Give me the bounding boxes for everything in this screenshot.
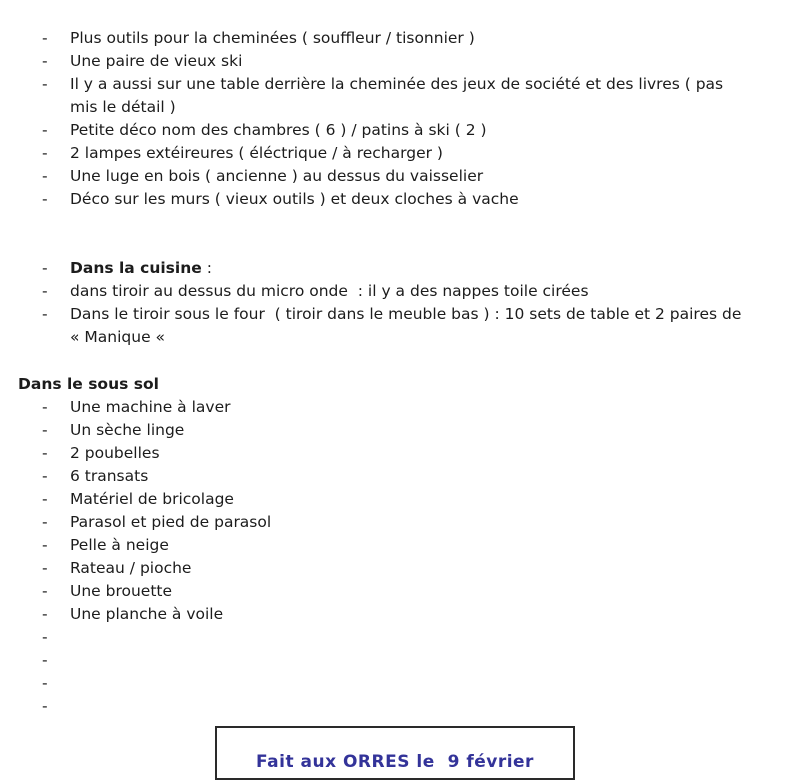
bullet-dash: - <box>42 305 48 323</box>
list-item <box>42 119 800 142</box>
bullet-dash: - <box>42 121 48 139</box>
bullet-dash: - <box>42 282 48 300</box>
bullet-dash: - <box>42 513 48 531</box>
list-item-text: Une planche à voile <box>70 605 224 623</box>
bullet-dash: - <box>42 467 48 485</box>
list-item-text: Une brouette <box>70 582 173 600</box>
bullet-dash: - <box>42 167 48 185</box>
list-item-text <box>70 672 748 695</box>
list-item-text: 2 poubelles <box>70 444 160 462</box>
bullet-dash: - <box>42 605 48 623</box>
list-item <box>42 557 800 580</box>
list-item <box>42 165 800 188</box>
signature-text: Fait aux ORRES le 9 février <box>256 752 534 772</box>
bullet-dash: - <box>42 651 48 669</box>
list-item <box>42 73 800 119</box>
list-item-text: Petite déco nom des chambres ( 6 ) / patins à ski ( 2 ) <box>70 121 487 139</box>
list-item-text: Une paire de vieux ski <box>70 52 243 70</box>
list-item <box>42 396 800 419</box>
list-item-text: Dans le tiroir sous le four ( tiroir dans le meuble bas ) : 10 sets de table et 2 paires de « Manique « <box>70 305 747 346</box>
list-item-text <box>70 649 748 672</box>
list-item <box>42 695 800 718</box>
living-room-list <box>0 27 800 211</box>
list-item-text: Matériel de bricolage <box>70 490 234 508</box>
bullet-dash: - <box>42 398 48 416</box>
list-item <box>42 280 800 303</box>
list-item <box>42 419 800 442</box>
list-item-text: Parasol et pied de parasol <box>70 513 272 531</box>
list-item <box>42 465 800 488</box>
list-item <box>42 580 800 603</box>
list-item <box>42 534 800 557</box>
list-item <box>42 27 800 50</box>
bullet-dash: - <box>42 144 48 162</box>
bullet-dash: - <box>42 52 48 70</box>
list-item-text: Il y a aussi sur une table derrière la cheminée des jeux de société et des livres ( pas mis le détail ) <box>70 75 729 116</box>
bullet-dash: - <box>42 536 48 554</box>
list-item-text: Une luge en bois ( ancienne ) au dessus du vaisselier <box>70 167 484 185</box>
list-item <box>42 626 800 649</box>
list-item <box>42 142 800 165</box>
list-item-text: 6 transats <box>70 467 149 485</box>
list-item <box>42 488 800 511</box>
list-item-text: Rateau / pioche <box>70 559 192 577</box>
list-item <box>42 649 800 672</box>
list-item <box>42 442 800 465</box>
kitchen-heading-row <box>42 257 800 280</box>
list-item-text: Plus outils pour la cheminées ( souffleur / tisonnier ) <box>70 29 475 47</box>
bullet-dash: - <box>42 75 48 93</box>
signature-box <box>215 726 575 780</box>
list-item <box>42 188 800 211</box>
list-item-text <box>70 626 748 649</box>
list-item-text: Pelle à neige <box>70 536 169 554</box>
list-item <box>42 50 800 73</box>
list-item <box>42 672 800 695</box>
list-item <box>42 303 800 349</box>
list-item-text: 2 lampes extéireures ( éléctrique / à recharger ) <box>70 144 443 162</box>
list-item-text <box>70 695 748 718</box>
bullet-dash: - <box>42 697 48 715</box>
list-item <box>42 603 800 626</box>
bullet-dash: - <box>42 559 48 577</box>
bullet-dash: - <box>42 628 48 646</box>
list-item-text: Déco sur les murs ( vieux outils ) et deux cloches à vache <box>70 190 519 208</box>
list-item-text: Un sèche linge <box>70 421 185 439</box>
list-item <box>42 511 800 534</box>
basement-heading: Dans le sous sol <box>18 375 159 393</box>
bullet-dash: - <box>42 190 48 208</box>
bullet-dash: - <box>42 490 48 508</box>
list-item-text: dans tiroir au dessus du micro onde : il y a des nappes toile cirées <box>70 282 589 300</box>
basement-list <box>0 396 800 718</box>
bullet-dash: - <box>42 674 48 692</box>
list-item-text: Une machine à laver <box>70 398 231 416</box>
bullet-dash: - <box>42 259 48 277</box>
kitchen-section <box>0 257 800 349</box>
kitchen-heading <box>70 257 748 280</box>
kitchen-list <box>0 280 800 349</box>
kitchen-heading-bold: Dans la cuisine <box>70 259 202 277</box>
bullet-dash: - <box>42 421 48 439</box>
bullet-dash: - <box>42 444 48 462</box>
bullet-dash: - <box>42 29 48 47</box>
kitchen-heading-suffix: : <box>201 259 212 277</box>
bullet-dash: - <box>42 582 48 600</box>
